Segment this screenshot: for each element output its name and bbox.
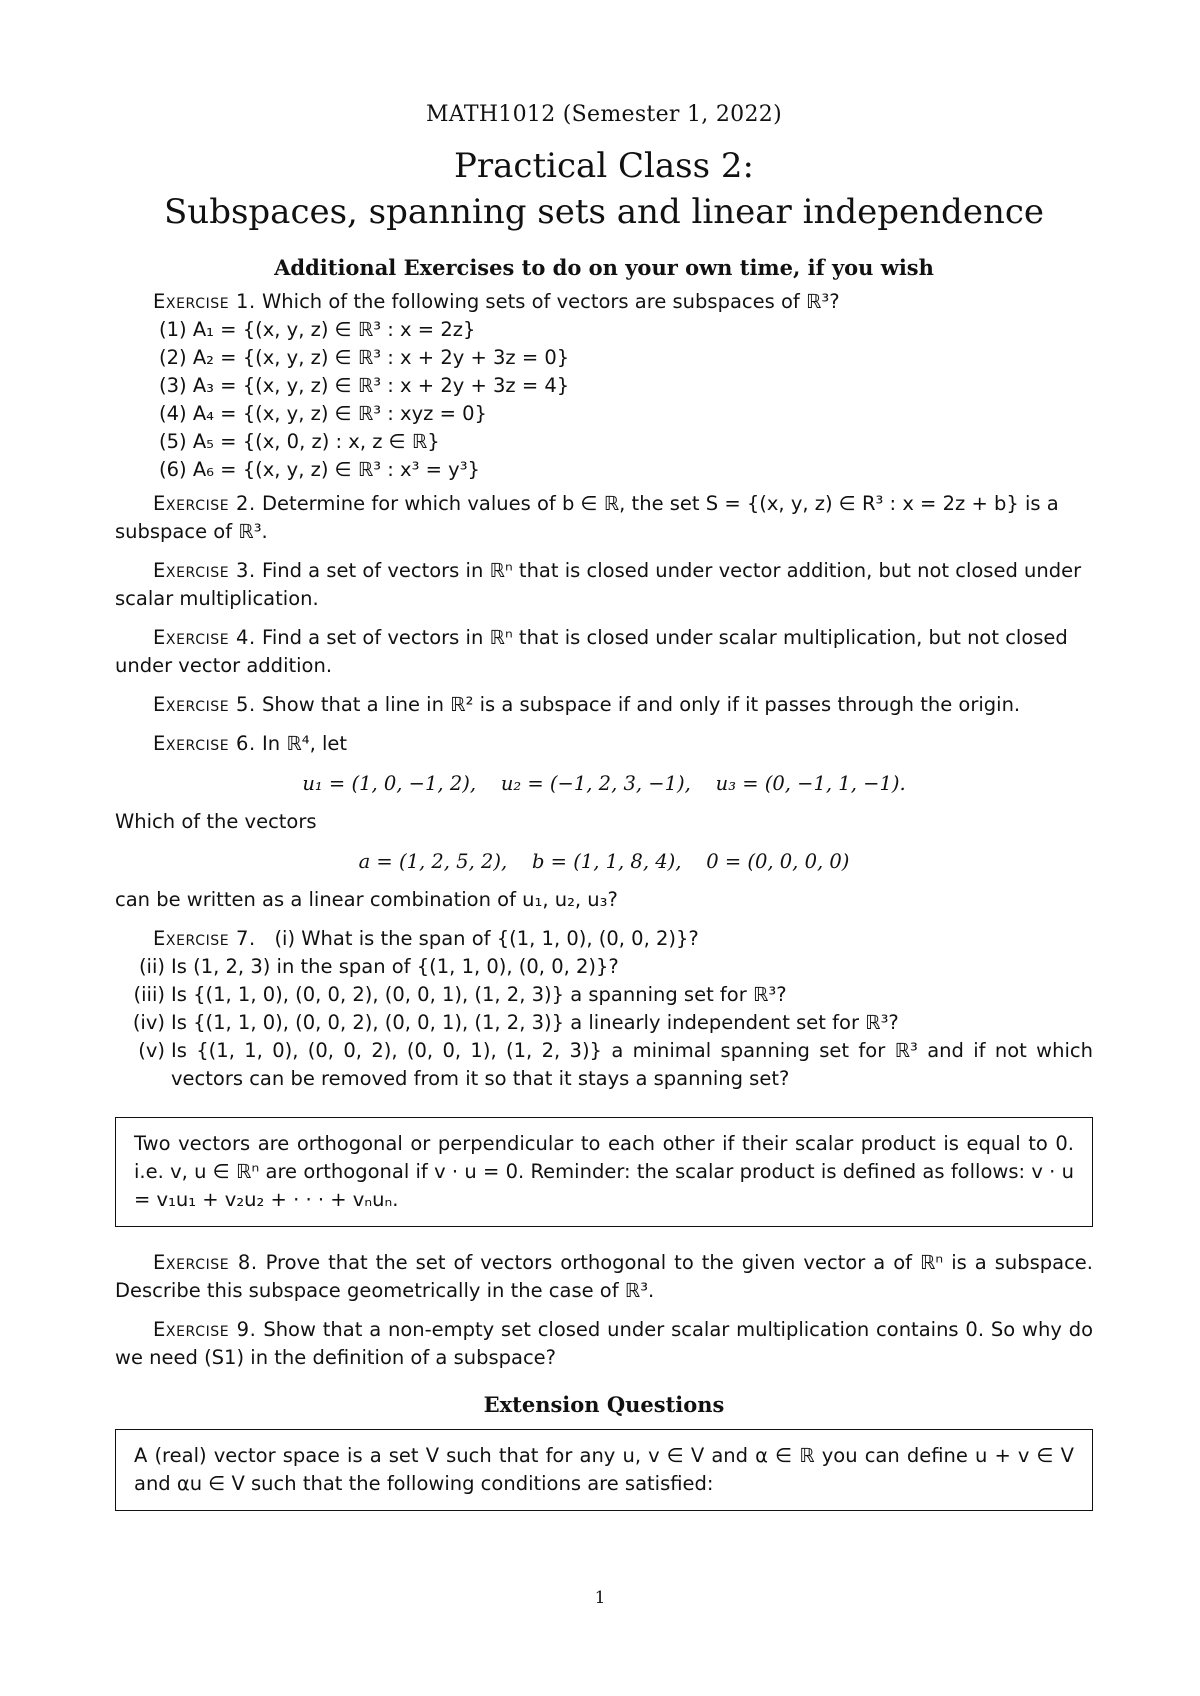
list-item: (6) A₆ = {(x, y, z) ∈ ℝ³ : x³ = y³}	[159, 458, 480, 481]
exercise-label: Exercise 4.	[153, 626, 256, 649]
exercise-text: Find a set of vectors in ℝⁿ that is closed under scalar multiplication, but not closed under vector addition.	[115, 626, 1068, 677]
list-item: (4) A₄ = {(x, y, z) ∈ ℝ³ : xyz = 0}	[159, 402, 487, 425]
exercise-label: Exercise 2.	[153, 492, 256, 515]
list-item: (5) A₅ = {(x, 0, z) : x, z ∈ ℝ}	[159, 430, 440, 453]
item-text: Is {(1, 1, 0), (0, 0, 2), (0, 0, 1), (1, 2, 3)} a linearly independent set for ℝ³?	[171, 1011, 899, 1034]
item-number: (iii)	[133, 983, 165, 1006]
exercise-text: Show that a line in ℝ² is a subspace if and only if it passes through the origin.	[262, 693, 1021, 716]
exercises-body	[115, 288, 1093, 1372]
exercise-text: Which of the following sets of vectors are subspaces of ℝ³?	[262, 290, 840, 313]
exercise-label: Exercise 1.	[153, 290, 256, 313]
exercise-6	[115, 730, 1093, 758]
exercise-1-list	[115, 316, 1093, 484]
exercise-7	[115, 925, 1093, 953]
list-item	[115, 1037, 1093, 1093]
list-item	[115, 953, 1093, 981]
exercise-4	[115, 624, 1093, 680]
definition-box-orthogonal	[115, 1117, 1093, 1227]
item-number: (ii)	[138, 955, 165, 978]
document-title	[115, 143, 1093, 235]
exercise-text: Prove that the set of vectors orthogonal to the given vector a of ℝⁿ is a subspace. Describe this subspace geometrically in the case of ℝ³.	[115, 1251, 1094, 1302]
item-text: Is (1, 2, 3) in the span of {(1, 1, 0), (0, 0, 2)}?	[171, 955, 619, 978]
item-text: Is {(1, 1, 0), (0, 0, 2), (0, 0, 1), (1, 2, 3)} a minimal spanning set for ℝ³ and if not which vectors can be removed from it so that it stays a spanning set?	[171, 1039, 1093, 1090]
exercise-text: In ℝ⁴, let	[262, 732, 348, 755]
list-item	[115, 981, 1093, 1009]
list-item: (3) A₃ = {(x, y, z) ∈ ℝ³ : x + 2y + 3z = 4}	[159, 374, 570, 397]
exercise-label: Exercise 3.	[153, 559, 256, 582]
title-line-1: Practical Class 2:	[454, 146, 754, 186]
exercise-label: Exercise 9.	[153, 1318, 257, 1341]
course-code: MATH1012 (Semester 1, 2022)	[426, 102, 782, 127]
exercise-6-question: can be written as a linear combination of u₁, u₂, u₃?	[115, 888, 618, 911]
definition-text: Two vectors are orthogonal or perpendicular to each other if their scalar product is equal to 0. i.e. v, u ∈ ℝⁿ are orthogonal if v · u = 0. Reminder: the scalar product is defined as follows: v · u = v₁u₁ + v₂u₂ + · · · + vₙuₙ.	[134, 1132, 1074, 1211]
section-heading-additional: Additional Exercises to do on your own time, if you wish	[274, 255, 934, 280]
exercise-7-list	[115, 953, 1093, 1093]
definition-box-vector-space	[115, 1429, 1093, 1511]
exercise-5	[115, 691, 1093, 719]
exercise-text: Show that a non-empty set closed under scalar multiplication contains 0. So why do we need (S1) in the definition of a subspace?	[115, 1318, 1093, 1369]
exercise-1	[115, 288, 1093, 316]
exercise-text: Find a set of vectors in ℝⁿ that is closed under vector addition, but not closed under scalar multiplication.	[115, 559, 1082, 610]
vectors-abc-display: a = (1, 2, 5, 2), b = (1, 1, 8, 4), 0 = (0, 0, 0, 0)	[358, 850, 850, 873]
extension-body	[115, 1429, 1093, 1511]
exercise-9	[115, 1316, 1093, 1372]
exercise-label: Exercise 5.	[153, 693, 256, 716]
document-page	[115, 90, 1093, 1533]
exercise-text: Determine for which values of b ∈ ℝ, the set S = {(x, y, z) ∈ R³ : x = 2z + b} is a subspace of ℝ³.	[115, 492, 1059, 543]
exercise-2	[115, 490, 1093, 546]
vectors-u-display: u₁ = (1, 0, −1, 2), u₂ = (−1, 2, 3, −1), u₃ = (0, −1, 1, −1).	[302, 772, 906, 795]
exercise-label: Exercise 7.	[153, 927, 256, 950]
list-item: (1) A₁ = {(x, y, z) ∈ ℝ³ : x = 2z}	[159, 318, 476, 341]
item-number: (iv)	[132, 1011, 165, 1034]
title-line-2: Subspaces, spanning sets and linear independence	[164, 192, 1044, 232]
exercise-8	[115, 1249, 1093, 1305]
exercise-3	[115, 557, 1093, 613]
exercise-text: (i) What is the span of {(1, 1, 0), (0, 0, 2)}?	[274, 927, 699, 950]
exercise-label: Exercise 6.	[153, 732, 256, 755]
list-item	[115, 1009, 1093, 1037]
page-number: 1	[594, 1588, 606, 1608]
item-text: Is {(1, 1, 0), (0, 0, 2), (0, 0, 1), (1, 2, 3)} a spanning set for ℝ³?	[171, 983, 787, 1006]
section-heading-extension: Extension Questions	[483, 1392, 725, 1417]
list-item: (2) A₂ = {(x, y, z) ∈ ℝ³ : x + 2y + 3z = 0}	[159, 346, 570, 369]
definition-text: A (real) vector space is a set V such that for any u, v ∈ V and α ∈ ℝ you can define u + v ∈ V and αu ∈ V such that the following conditions are satisfied:	[134, 1444, 1074, 1495]
exercise-6-middle: Which of the vectors	[115, 810, 317, 833]
exercise-label: Exercise 8.	[153, 1251, 258, 1274]
item-number: (v)	[138, 1039, 165, 1062]
